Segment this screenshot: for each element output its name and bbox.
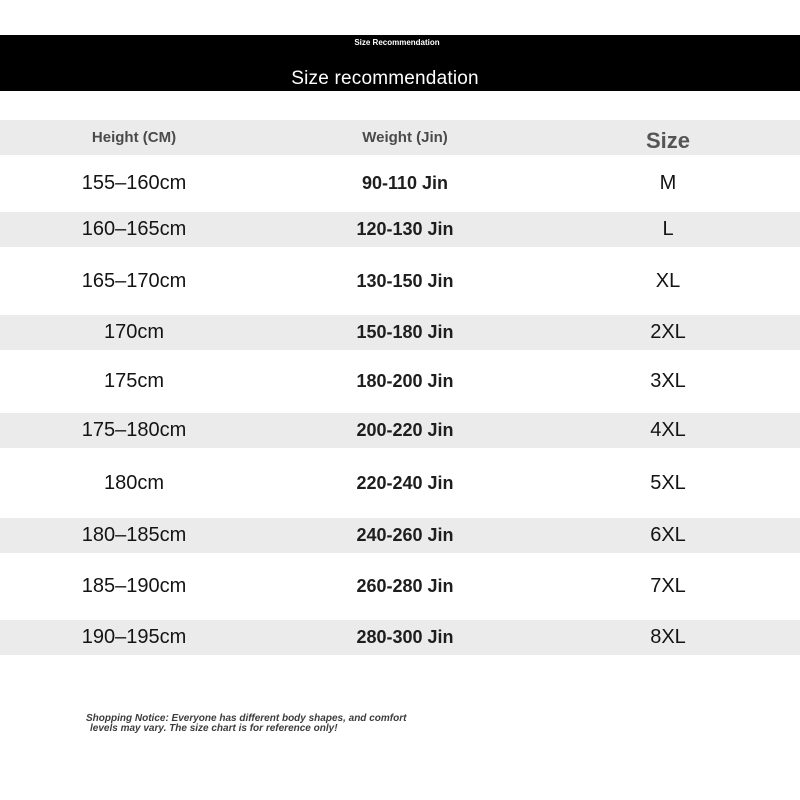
cell-size: 4XL	[650, 419, 686, 441]
header-size: Size	[645, 127, 691, 153]
cell-size: L	[662, 218, 674, 240]
cell-size: 2XL	[650, 321, 686, 343]
table-row	[0, 620, 800, 655]
cell-weight: 90-110 Jin	[361, 173, 449, 193]
cell-height: 185–190cm	[81, 575, 187, 597]
cell-weight: 130-150 Jin	[356, 270, 454, 291]
cell-weight: 200-220 Jin	[356, 420, 454, 440]
cell-height: 165–170cm	[81, 269, 187, 292]
table-header-row	[0, 120, 800, 155]
cell-weight: 280-300 Jin	[356, 627, 454, 647]
cell-size: XL	[655, 269, 681, 292]
notice-line-2: levels may vary. The size chart is for reference only!	[90, 723, 338, 734]
banner-small-title: Size Recommendation	[354, 38, 440, 47]
cell-height: 175–180cm	[81, 419, 187, 441]
shopping-notice	[86, 714, 506, 734]
header-height: Height (CM)	[91, 129, 177, 146]
cell-size: 7XL	[650, 575, 686, 597]
table-row	[0, 413, 800, 448]
table-row	[0, 518, 800, 553]
cell-height: 160–165cm	[81, 218, 187, 240]
notice-line-1: Shopping Notice: Everyone has different body shapes, and comfort	[86, 713, 407, 724]
cell-weight: 240-260 Jin	[356, 525, 454, 545]
title-banner	[0, 35, 800, 91]
cell-weight: 120-130 Jin	[356, 219, 454, 239]
table-row	[0, 350, 800, 413]
cell-size: 3XL	[650, 370, 686, 392]
banner-title: Size recommendation	[291, 68, 479, 89]
size-table	[0, 120, 800, 655]
cell-size: 5XL	[650, 471, 686, 494]
cell-height: 175cm	[103, 370, 165, 392]
cell-height: 190–195cm	[81, 626, 187, 648]
cell-size: 8XL	[650, 626, 686, 648]
cell-height: 180–185cm	[81, 524, 187, 546]
table-row	[0, 247, 800, 315]
header-weight: Weight (Jin)	[362, 129, 448, 146]
cell-size: M	[659, 172, 677, 194]
table-row	[0, 155, 800, 212]
table-row	[0, 212, 800, 247]
cell-height: 180cm	[103, 471, 165, 494]
cell-weight: 180-200 Jin	[356, 371, 454, 391]
cell-height: 155–160cm	[81, 172, 187, 194]
table-row	[0, 448, 800, 518]
table-row	[0, 315, 800, 350]
table-row	[0, 553, 800, 620]
cell-size: 6XL	[650, 524, 686, 546]
cell-weight: 260-280 Jin	[356, 576, 454, 596]
cell-weight: 220-240 Jin	[356, 472, 454, 493]
cell-height: 170cm	[103, 321, 165, 343]
cell-weight: 150-180 Jin	[356, 322, 454, 342]
